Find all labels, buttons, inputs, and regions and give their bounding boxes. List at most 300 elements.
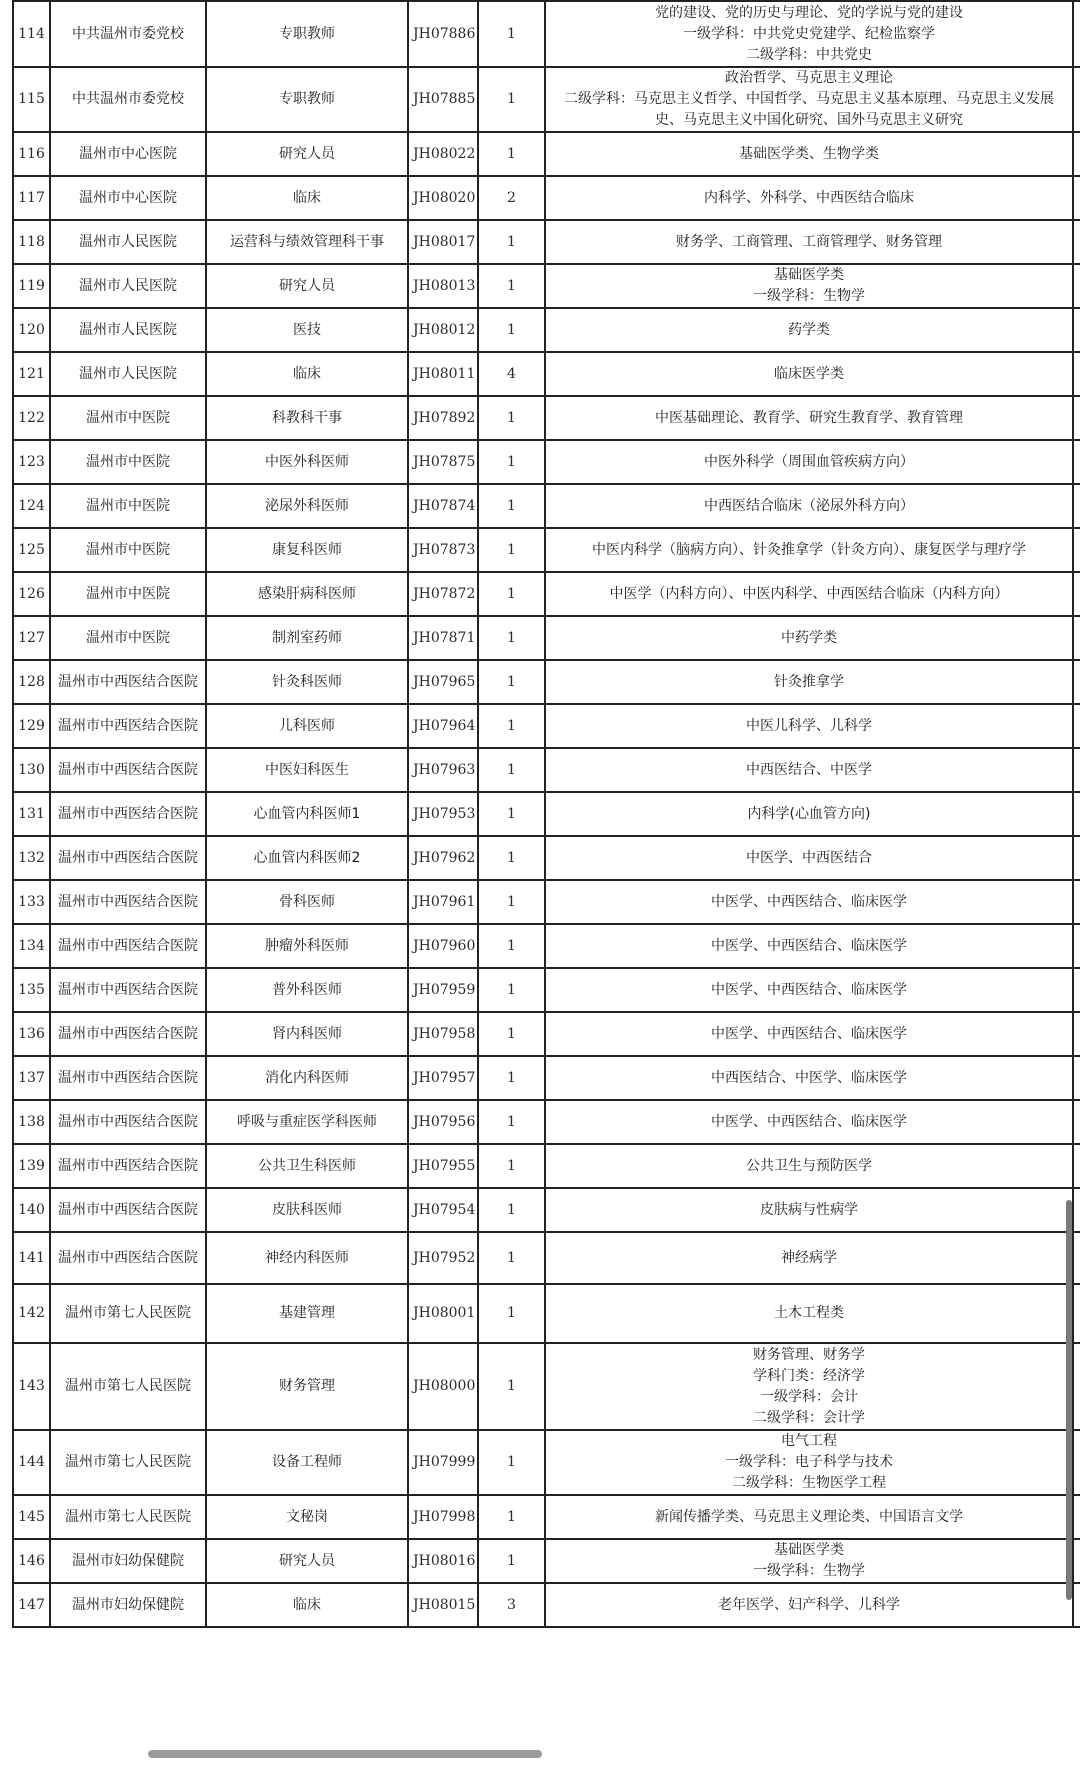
cut-off-column: [1073, 1012, 1080, 1056]
position-code: JH07875: [408, 440, 478, 484]
hiring-count: 1: [478, 660, 545, 704]
cut-off-column: [1073, 264, 1080, 308]
scrollbar-thumb[interactable]: [1066, 1200, 1072, 1600]
hiring-count: 1: [478, 440, 545, 484]
position-name: 康复科医师: [206, 528, 408, 572]
employer-unit: 中共温州市委党校: [50, 67, 206, 132]
position-code: JH07999: [408, 1430, 478, 1495]
hiring-count: 1: [478, 1284, 545, 1343]
table-row: [13, 1343, 1080, 1430]
table-row: [13, 67, 1080, 132]
cut-off-column: [1073, 1430, 1080, 1495]
row-number: 141: [13, 1232, 50, 1284]
home-indicator[interactable]: [148, 1750, 542, 1758]
row-number: 140: [13, 1188, 50, 1232]
major-line: 药学类: [788, 321, 830, 338]
position-name: 设备工程师: [206, 1430, 408, 1495]
major-requirements: [545, 1343, 1073, 1430]
position-name: 基建管理: [206, 1284, 408, 1343]
major-line: 一级学科：生物学: [753, 288, 865, 304]
employer-unit: 温州市中心医院: [50, 176, 206, 220]
employer-unit: 温州市第七人民医院: [50, 1284, 206, 1343]
major-line: 一级学科：会计: [760, 1388, 858, 1405]
recruitment-table: [12, 0, 1080, 1628]
employer-unit: 温州市中西医结合医院: [50, 968, 206, 1012]
hiring-count: 1: [478, 1144, 545, 1188]
position-name: 临床: [206, 352, 408, 396]
major-requirements: [545, 440, 1073, 484]
major-line: 神经病学: [781, 1249, 837, 1266]
employer-unit: 温州市中医院: [50, 528, 206, 572]
major-requirements: [545, 176, 1073, 220]
position-code: JH07961: [408, 880, 478, 924]
row-number: 147: [13, 1583, 50, 1627]
position-name: 呼吸与重症医学科医师: [206, 1100, 408, 1144]
position-code: JH07871: [408, 616, 478, 660]
major-requirements: [545, 1539, 1073, 1583]
position-name: 制剂室药师: [206, 616, 408, 660]
cut-off-column: [1073, 1583, 1080, 1627]
row-number: 138: [13, 1100, 50, 1144]
major-line: 电气工程: [781, 1433, 837, 1449]
row-number: 121: [13, 352, 50, 396]
table-row: [13, 704, 1080, 748]
table-row: [13, 176, 1080, 220]
cut-off-column: [1073, 220, 1080, 264]
major-line: 财务管理、财务学: [753, 1346, 865, 1363]
major-line: 中西医结合、中医学: [746, 761, 872, 778]
hiring-count: 1: [478, 1430, 545, 1495]
major-line: 一级学科：中共党史党建学、纪检监察学: [683, 25, 935, 42]
employer-unit: 温州市第七人民医院: [50, 1343, 206, 1430]
major-line: 中医外科学（周围血管疾病方向）: [704, 453, 914, 470]
major-requirements: [545, 528, 1073, 572]
position-name: 心血管内科医师1: [206, 792, 408, 836]
employer-unit: 温州市人民医院: [50, 308, 206, 352]
major-line: 公共卫生与预防医学: [746, 1157, 872, 1174]
position-code: JH07872: [408, 572, 478, 616]
major-line: 中西医结合临床（泌尿外科方向）: [704, 497, 914, 514]
employer-unit: 温州市中西医结合医院: [50, 1012, 206, 1056]
employer-unit: 温州市中西医结合医院: [50, 924, 206, 968]
hiring-count: 1: [478, 220, 545, 264]
cut-off-column: [1073, 1343, 1080, 1430]
hiring-count: 1: [478, 1232, 545, 1284]
row-number: 126: [13, 572, 50, 616]
major-requirements: [545, 836, 1073, 880]
hiring-count: 1: [478, 132, 545, 176]
table-row: [13, 308, 1080, 352]
position-code: JH07965: [408, 660, 478, 704]
table-row: [13, 1, 1080, 67]
row-number: 123: [13, 440, 50, 484]
cut-off-column: [1073, 968, 1080, 1012]
hiring-count: 1: [478, 264, 545, 308]
row-number: 132: [13, 836, 50, 880]
table-row: [13, 792, 1080, 836]
row-number: 145: [13, 1495, 50, 1539]
major-line: 党的建设、党的历史与理论、党的学说与党的建设: [655, 4, 963, 21]
major-line: 基础医学类: [774, 1542, 844, 1558]
major-requirements: [545, 1430, 1073, 1495]
row-number: 124: [13, 484, 50, 528]
hiring-count: 1: [478, 616, 545, 660]
table-row: [13, 748, 1080, 792]
table-row: [13, 1284, 1080, 1343]
position-name: 肿瘤外科医师: [206, 924, 408, 968]
major-line: 二级学科：生物医学工程: [732, 1475, 886, 1491]
employer-unit: 温州市中西医结合医院: [50, 1144, 206, 1188]
position-name: 财务管理: [206, 1343, 408, 1430]
major-line: 中西医结合、中医学、临床医学: [711, 1069, 907, 1086]
table-body: [13, 1, 1080, 1627]
employer-unit: 温州市中医院: [50, 484, 206, 528]
cut-off-column: [1073, 1284, 1080, 1343]
major-requirements: [545, 748, 1073, 792]
position-name: 泌尿外科医师: [206, 484, 408, 528]
table-row: [13, 1430, 1080, 1495]
cut-off-column: [1073, 616, 1080, 660]
major-requirements: [545, 132, 1073, 176]
cut-off-column: [1073, 792, 1080, 836]
major-requirements: [545, 968, 1073, 1012]
cut-off-column: [1073, 352, 1080, 396]
document-page: [12, 0, 1080, 1628]
employer-unit: 温州市中医院: [50, 616, 206, 660]
major-requirements: [545, 1100, 1073, 1144]
position-code: JH07957: [408, 1056, 478, 1100]
table-row: [13, 1144, 1080, 1188]
major-requirements: [545, 67, 1073, 132]
row-number: 137: [13, 1056, 50, 1100]
row-number: 139: [13, 1144, 50, 1188]
hiring-count: 1: [478, 528, 545, 572]
major-line: 内科学(心血管方向): [747, 805, 871, 822]
table-row: [13, 1100, 1080, 1144]
position-code: JH07959: [408, 968, 478, 1012]
hiring-count: 1: [478, 1100, 545, 1144]
employer-unit: 温州市中医院: [50, 572, 206, 616]
major-line: 政治哲学、马克思主义理论: [725, 70, 893, 86]
position-code: JH07953: [408, 792, 478, 836]
position-name: 专职教师: [206, 1, 408, 67]
major-requirements: [545, 308, 1073, 352]
major-requirements: [545, 792, 1073, 836]
table-row: [13, 264, 1080, 308]
cut-off-column: [1073, 1, 1080, 67]
employer-unit: 温州市人民医院: [50, 220, 206, 264]
hiring-count: 1: [478, 836, 545, 880]
table-row: [13, 836, 1080, 880]
position-code: JH07998: [408, 1495, 478, 1539]
position-name: 医技: [206, 308, 408, 352]
table-row: [13, 1495, 1080, 1539]
row-number: 146: [13, 1539, 50, 1583]
major-requirements: [545, 396, 1073, 440]
major-requirements: [545, 264, 1073, 308]
cut-off-column: [1073, 528, 1080, 572]
cut-off-column: [1073, 880, 1080, 924]
position-code: JH07873: [408, 528, 478, 572]
major-requirements: [545, 1012, 1073, 1056]
employer-unit: 温州市中西医结合医院: [50, 1056, 206, 1100]
major-line: 财务学、工商管理、工商管理学、财务管理: [676, 233, 942, 250]
major-line: 针灸推拿学: [774, 673, 844, 690]
position-code: JH07964: [408, 704, 478, 748]
hiring-count: 1: [478, 572, 545, 616]
position-name: 专职教师: [206, 67, 408, 132]
table-row: [13, 1583, 1080, 1627]
major-requirements: [545, 704, 1073, 748]
position-name: 感染肝病科医师: [206, 572, 408, 616]
position-code: JH08022: [408, 132, 478, 176]
table-row: [13, 924, 1080, 968]
cut-off-column: [1073, 67, 1080, 132]
major-line: 中医学、中西医结合、临床医学: [711, 893, 907, 910]
major-requirements: [545, 1144, 1073, 1188]
row-number: 117: [13, 176, 50, 220]
major-line: 二级学科：中共党史: [746, 46, 872, 63]
table-row: [13, 528, 1080, 572]
position-name: 普外科医师: [206, 968, 408, 1012]
major-requirements: [545, 616, 1073, 660]
row-number: 128: [13, 660, 50, 704]
position-name: 研究人员: [206, 132, 408, 176]
hiring-count: 1: [478, 1495, 545, 1539]
position-code: JH08017: [408, 220, 478, 264]
table-row: [13, 1232, 1080, 1284]
row-number: 142: [13, 1284, 50, 1343]
cut-off-column: [1073, 660, 1080, 704]
major-line: 土木工程类: [774, 1305, 844, 1321]
position-name: 中医外科医师: [206, 440, 408, 484]
hiring-count: 1: [478, 1, 545, 67]
cut-off-column: [1073, 1232, 1080, 1284]
major-line: 中医儿科学、儿科学: [746, 717, 872, 734]
major-line: 基础医学类、生物学类: [739, 145, 879, 162]
position-name: 研究人员: [206, 1539, 408, 1583]
position-name: 骨科医师: [206, 880, 408, 924]
hiring-count: 1: [478, 308, 545, 352]
row-number: 118: [13, 220, 50, 264]
table-row: [13, 440, 1080, 484]
position-code: JH07892: [408, 396, 478, 440]
row-number: 143: [13, 1343, 50, 1430]
major-requirements: [545, 924, 1073, 968]
position-name: 儿科医师: [206, 704, 408, 748]
row-number: 133: [13, 880, 50, 924]
employer-unit: 温州市人民医院: [50, 352, 206, 396]
hiring-count: 1: [478, 484, 545, 528]
major-line: 史、马克思主义中国化研究、国外马克思主义研究: [655, 112, 963, 128]
position-name: 临床: [206, 1583, 408, 1627]
major-line: 中医基础理论、教育学、研究生教育学、教育管理: [655, 409, 963, 426]
major-line: 中药学类: [781, 629, 837, 646]
position-code: JH08012: [408, 308, 478, 352]
table-row: [13, 880, 1080, 924]
position-code: JH07955: [408, 1144, 478, 1188]
cut-off-column: [1073, 176, 1080, 220]
major-requirements: [545, 660, 1073, 704]
cut-off-column: [1073, 1188, 1080, 1232]
major-line: 二级学科：会计学: [753, 1409, 865, 1426]
cut-off-column: [1073, 1144, 1080, 1188]
employer-unit: 温州市妇幼保健院: [50, 1539, 206, 1583]
position-code: JH08013: [408, 264, 478, 308]
position-code: JH08020: [408, 176, 478, 220]
employer-unit: 温州市中西医结合医院: [50, 1232, 206, 1284]
position-name: 皮肤科医师: [206, 1188, 408, 1232]
position-name: 文秘岗: [206, 1495, 408, 1539]
major-requirements: [545, 1056, 1073, 1100]
employer-unit: 温州市中西医结合医院: [50, 704, 206, 748]
position-name: 研究人员: [206, 264, 408, 308]
major-requirements: [545, 1284, 1073, 1343]
major-line: 基础医学类: [774, 267, 844, 283]
position-name: 科教科干事: [206, 396, 408, 440]
employer-unit: 温州市中心医院: [50, 132, 206, 176]
major-line: 学科门类：经济学: [753, 1367, 865, 1384]
table-row: [13, 1539, 1080, 1583]
hiring-count: 2: [478, 176, 545, 220]
hiring-count: 1: [478, 1012, 545, 1056]
position-code: JH08011: [408, 352, 478, 396]
major-line: 中医学、中西医结合、临床医学: [711, 1025, 907, 1042]
position-code: JH08000: [408, 1343, 478, 1430]
position-code: JH07885: [408, 67, 478, 132]
table-row: [13, 396, 1080, 440]
cut-off-column: [1073, 924, 1080, 968]
position-code: JH08015: [408, 1583, 478, 1627]
cut-off-column: [1073, 704, 1080, 748]
employer-unit: 温州市中西医结合医院: [50, 880, 206, 924]
row-number: 120: [13, 308, 50, 352]
position-name: 肾内科医师: [206, 1012, 408, 1056]
hiring-count: 1: [478, 968, 545, 1012]
position-code: JH07874: [408, 484, 478, 528]
hiring-count: 1: [478, 880, 545, 924]
row-number: 131: [13, 792, 50, 836]
position-code: JH07886: [408, 1, 478, 67]
employer-unit: 温州市第七人民医院: [50, 1430, 206, 1495]
employer-unit: 温州市中西医结合医院: [50, 1100, 206, 1144]
major-line: 内科学、外科学、中西医结合临床: [704, 189, 914, 206]
cut-off-column: [1073, 748, 1080, 792]
employer-unit: 温州市人民医院: [50, 264, 206, 308]
cut-off-column: [1073, 1100, 1080, 1144]
hiring-count: 1: [478, 924, 545, 968]
cut-off-column: [1073, 1539, 1080, 1583]
hiring-count: 1: [478, 704, 545, 748]
cut-off-column: [1073, 396, 1080, 440]
cut-off-column: [1073, 1495, 1080, 1539]
position-name: 神经内科医师: [206, 1232, 408, 1284]
major-line: 一级学科：电子科学与技术: [725, 1454, 893, 1470]
major-line: 中医内科学（脑病方向）、针灸推拿学（针灸方向）、康复医学与理疗学: [592, 541, 1026, 558]
position-code: JH08001: [408, 1284, 478, 1343]
position-code: JH07963: [408, 748, 478, 792]
table-row: [13, 616, 1080, 660]
table-row: [13, 1056, 1080, 1100]
cut-off-column: [1073, 1056, 1080, 1100]
cut-off-column: [1073, 572, 1080, 616]
table-row: [13, 968, 1080, 1012]
position-name: 消化内科医师: [206, 1056, 408, 1100]
position-code: JH08016: [408, 1539, 478, 1583]
row-number: 119: [13, 264, 50, 308]
hiring-count: 1: [478, 396, 545, 440]
major-line: 中医学、中西医结合: [746, 849, 872, 866]
position-name: 公共卫生科医师: [206, 1144, 408, 1188]
cut-off-column: [1073, 836, 1080, 880]
major-line: 中医学、中西医结合、临床医学: [711, 981, 907, 998]
position-code: JH07962: [408, 836, 478, 880]
employer-unit: 温州市第七人民医院: [50, 1495, 206, 1539]
table-row: [13, 352, 1080, 396]
hiring-count: 1: [478, 1188, 545, 1232]
hiring-count: 1: [478, 67, 545, 132]
position-name: 临床: [206, 176, 408, 220]
table-row: [13, 572, 1080, 616]
table-row: [13, 220, 1080, 264]
table-row: [13, 1188, 1080, 1232]
major-line: 中医学、中西医结合、临床医学: [711, 1113, 907, 1130]
row-number: 127: [13, 616, 50, 660]
table-row: [13, 484, 1080, 528]
major-requirements: [545, 1, 1073, 67]
employer-unit: 温州市中西医结合医院: [50, 836, 206, 880]
employer-unit: 温州市中西医结合医院: [50, 1188, 206, 1232]
major-requirements: [545, 484, 1073, 528]
position-name: 心血管内科医师2: [206, 836, 408, 880]
cut-off-column: [1073, 484, 1080, 528]
hiring-count: 1: [478, 1539, 545, 1583]
cut-off-column: [1073, 132, 1080, 176]
row-number: 135: [13, 968, 50, 1012]
employer-unit: 温州市中医院: [50, 440, 206, 484]
major-requirements: [545, 1232, 1073, 1284]
position-name: 运营科与绩效管理科干事: [206, 220, 408, 264]
major-requirements: [545, 352, 1073, 396]
row-number: 122: [13, 396, 50, 440]
major-requirements: [545, 1583, 1073, 1627]
row-number: 115: [13, 67, 50, 132]
row-number: 134: [13, 924, 50, 968]
position-code: JH07958: [408, 1012, 478, 1056]
position-name: 中医妇科医生: [206, 748, 408, 792]
row-number: 125: [13, 528, 50, 572]
row-number: 136: [13, 1012, 50, 1056]
hiring-count: 4: [478, 352, 545, 396]
position-code: JH07960: [408, 924, 478, 968]
major-requirements: [545, 1188, 1073, 1232]
major-line: 临床医学类: [774, 365, 844, 382]
cut-off-column: [1073, 308, 1080, 352]
employer-unit: 温州市妇幼保健院: [50, 1583, 206, 1627]
position-code: JH07952: [408, 1232, 478, 1284]
position-name: 针灸科医师: [206, 660, 408, 704]
table-row: [13, 660, 1080, 704]
position-code: JH07956: [408, 1100, 478, 1144]
hiring-count: 1: [478, 1056, 545, 1100]
major-requirements: [545, 220, 1073, 264]
employer-unit: 中共温州市委党校: [50, 1, 206, 67]
position-code: JH07954: [408, 1188, 478, 1232]
major-requirements: [545, 880, 1073, 924]
major-line: 一级学科：生物学: [753, 1563, 865, 1579]
employer-unit: 温州市中医院: [50, 396, 206, 440]
major-requirements: [545, 1495, 1073, 1539]
